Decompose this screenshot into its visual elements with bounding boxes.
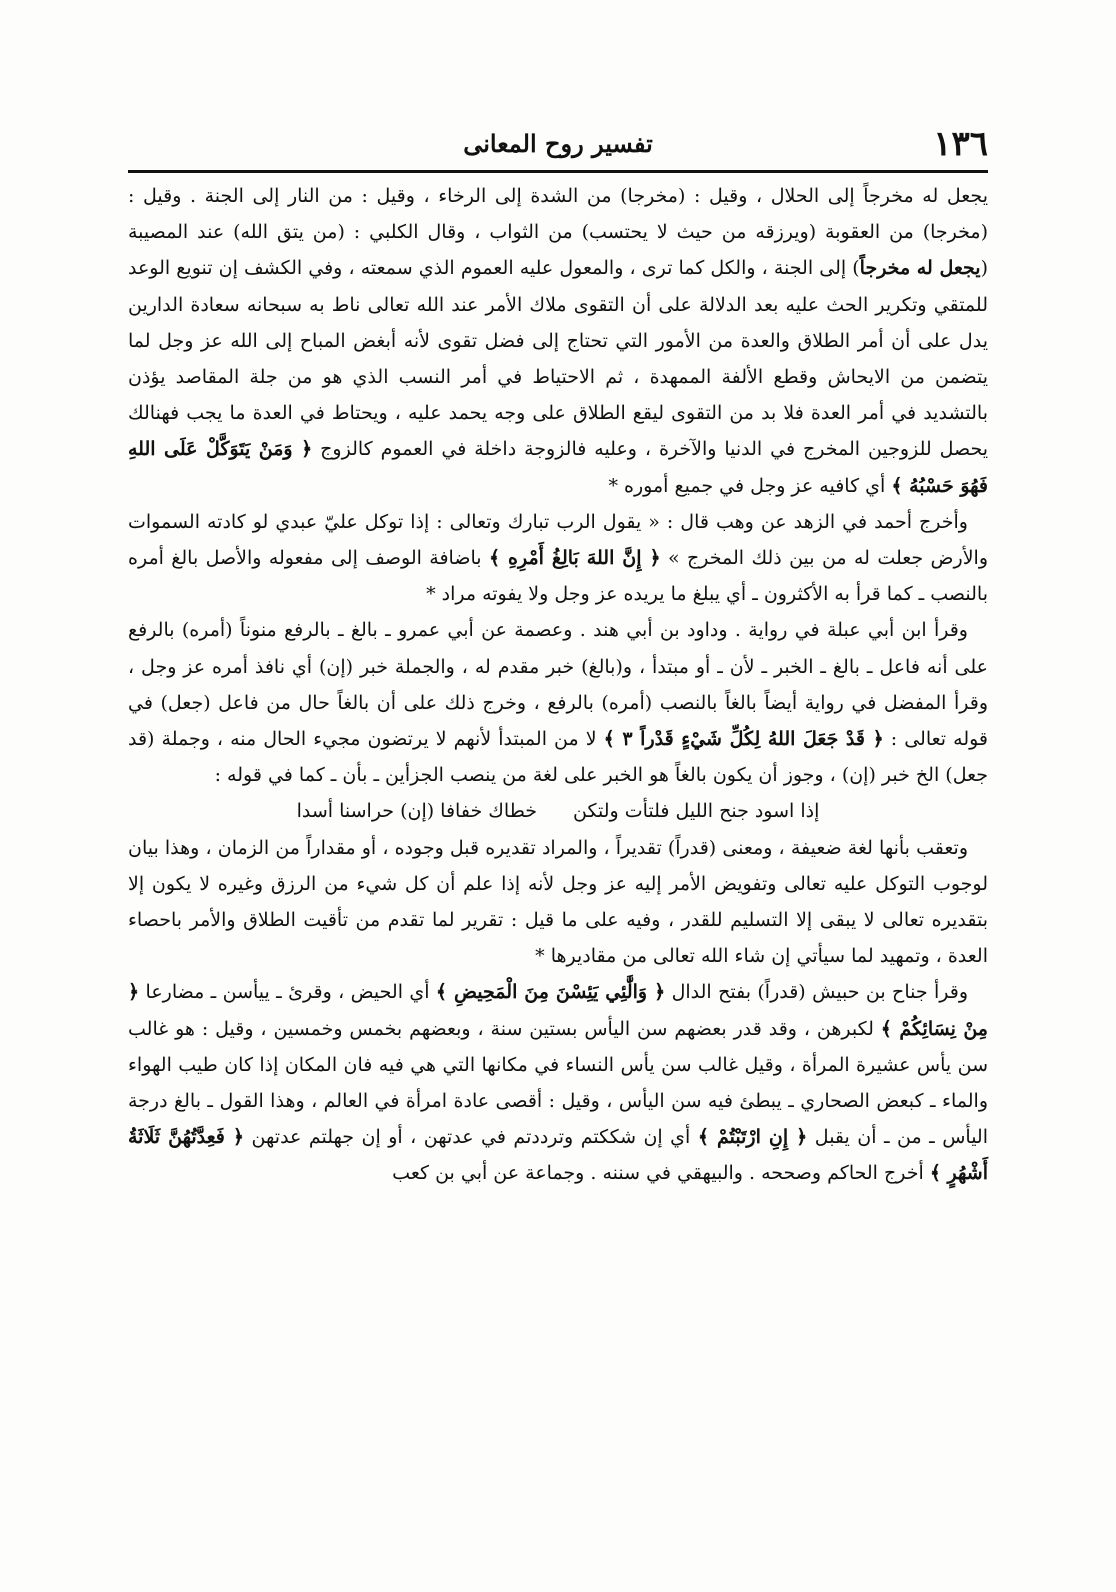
- poetry-verse: [128, 793, 988, 829]
- text-segment: وقرأ جناح بن حبيش (قدراً) بفتح الدال: [665, 981, 968, 1004]
- text-segment: أي الحيض ، وقرئ ـ ييأسن ـ مضارعا: [139, 981, 436, 1004]
- paragraph-2: [128, 504, 988, 613]
- text-segment: وقرأ ابن أبي عبلة في رواية . وداود بن أبي هند . وعصمة عن أبي عمرو ـ بالغ ـ بالرفع منوناً (أمره) بالرفع على أنه فاعل ـ بالغ ـ الخبر ـ لأن ـ أو مبتدأ ، و(بالغ) خبر مقدم له ، والجملة خبر (إن) أي نافذ أمره عز وجل ، وقرأ المفضل في رواية أيضاً بالغاً بالنصب (أمره) بالرفع ، وخرج ذلك على أن بالغاً حال من فاعل (جعل) في قوله تعالى :: [128, 619, 989, 751]
- page-number: ١٣٦: [933, 124, 988, 164]
- quran-quote: ﴿ مِنْ نِسَائِكُمْ ﴾: [128, 981, 988, 1040]
- paragraph-4: وتعقب بأنها لغة ضعيفة ، ومعنى (قدراً) تقديراً ، والمراد تقديره قبل وجوده ، أو مقداراً من الزمان ، وهذا بيان لوجوب التوكل عليه تعالى وتفويض الأمر إليه عز وجل لأنه إذا علم أن كل شيء من الرزق وغيره لا يكون إلا بتقديره تعالى لا يبقى إلا التسليم للقدر ، وفيه على ما قيل : تقرير لما تقدم من تأقيت الطلاق والأمر باحصاء العدة ، وتمهيد لما سيأتي إن شاء الله تعالى من مقاديرها *: [128, 836, 988, 968]
- text-segment: ) إلى الجنة ، والكل كما ترى ، والمعول عليه العموم الذي سمعته ، وفي الكشف إن تنويع الوعد للمتقي وتكرير الحث عليه بعد الدلالة على أن التقوى ملاك الأمر عند الله تعالى ناط به سبحانه سعادة الدارين يدل على أن أمر الطلاق والعدة من الأمور التي تحتاج إلى فضل تقوى لأنه أبغض المباح إلى الله عز وجل لما يتضمن من الايحاش وقطع الألفة الممهدة ، ثم الاحتياط في أمر النسب الذي هو من جلة المقاصد يؤذن بالتشديد في أمر العدة فلا بد من التقوى ليقع الطلاق على وجه يحمد عليه ، ويحتاط في العدة ما يجب فهنالك يحصل للزوجين المخرج في الدنيا والآخرة ، وعليه فالزوجة داخلة في العموم كالزوج: [128, 257, 988, 461]
- text-segment: باضافة الوصف إلى مفعوله والأصل بالغ أمره بالنصب ـ كما قرأ به الأكثرون ـ أي يبلغ ما يريده عز وجل ولا يفوته مراد *: [128, 547, 988, 606]
- quran-quote: ﴿ إِنَّ اللهَ بَالِغُ أَمْرِهِ ﴾: [488, 547, 661, 570]
- commentary-body: [128, 178, 988, 1578]
- text-segment: يجعل له مخرجاً إلى الحلال ، وقيل : (مخرجا) من الشدة إلى الرخاء ، وقيل : من النار إلى الجنة . وقيل : (مخرجا) من العقوبة (ويرزقه من حيث لا يحتسب) من الثواب ، وقال الكلبي : (من يتق الله) عند المصيبة (: [128, 185, 988, 280]
- text-segment: لكبرهن ، وقد قدر بعضهم سن اليأس بستين سنة ، وبعضهم بخمس وخمسين ، وقيل : هو غالب سن يأس عشيرة المرأة ، وقيل غالب سن يأس النساء في مكانها التي هي فيه فان المكان إذا كان طيب الهواء والماء ـ كبعض الصحاري ـ يبطئ فيه سن اليأس ، وقيل : أقصى عادة امرأة في العالم ، وهذا القول ـ بالغ درجة اليأس ـ من ـ أن يقبل: [128, 1017, 988, 1149]
- quran-quote: ﴿ فَعِدَّتُهُنَّ ثَلَاثَةُ أَشْهُرٍ ﴾: [128, 1126, 988, 1185]
- paragraph-5: [128, 974, 988, 1191]
- quran-quote: ﴿ قَدْ جَعَلَ اللهُ لِكُلِّ شَيْءٍ قَدْراً ٣ ﴾: [603, 728, 884, 751]
- quran-quote: ﴿ إِنِ ارْتَبْتُمْ ﴾: [697, 1126, 808, 1149]
- running-title: تفسير روح المعانى: [463, 129, 653, 158]
- text-segment: لا من المبتدأ لأنهم لا يرتضون مجيء الحال منه ، وجملة (قد جعل) الخ خبر (إن) ، وجوز أن يكون بالغاً هو الخبر على لغة من ينصب الجزأين ـ بأن ـ كما في قوله :: [128, 728, 988, 787]
- text-segment: أي إن شككتم وترددتم في عدتهن ، أو إن جهلتم عدتهن: [244, 1126, 698, 1149]
- verse-hemistich-second: خطاك خفافا (إن) حراسنا أسدا: [296, 800, 538, 823]
- quran-quote: ﴿ وَمَنْ يَتَوَكَّلْ عَلَى اللهِ فَهُوَ حَسْبُهُ ﴾: [128, 438, 988, 497]
- quran-quote: يجعل له مخرجاً: [859, 257, 981, 280]
- page-header: [128, 122, 988, 166]
- paragraph-1: [128, 178, 988, 504]
- header-rule: [128, 170, 988, 173]
- verse-hemistich-first: إذا اسود جنح الليل فلتأت ولتكن: [573, 800, 820, 823]
- text-segment: أخرج الحاكم وصححه . والبيهقي في سننه . وجماعة عن أبي بن كعب: [392, 1162, 930, 1185]
- quran-quote: ﴿ وَالَّٰئِي يَئِسْنَ مِنَ الْمَحِيضِ ﴾: [435, 981, 666, 1004]
- text-segment: أي كافيه عز وجل في جميع أموره *: [608, 474, 892, 497]
- text-segment: وأخرج أحمد في الزهد عن وهب قال : « يقول الرب تبارك وتعالى : إذا توكل عليّ عبدي لو كادته السموات والأرض جعلت له من بين ذلك المخرج »: [128, 510, 988, 570]
- paragraph-3: [128, 612, 988, 793]
